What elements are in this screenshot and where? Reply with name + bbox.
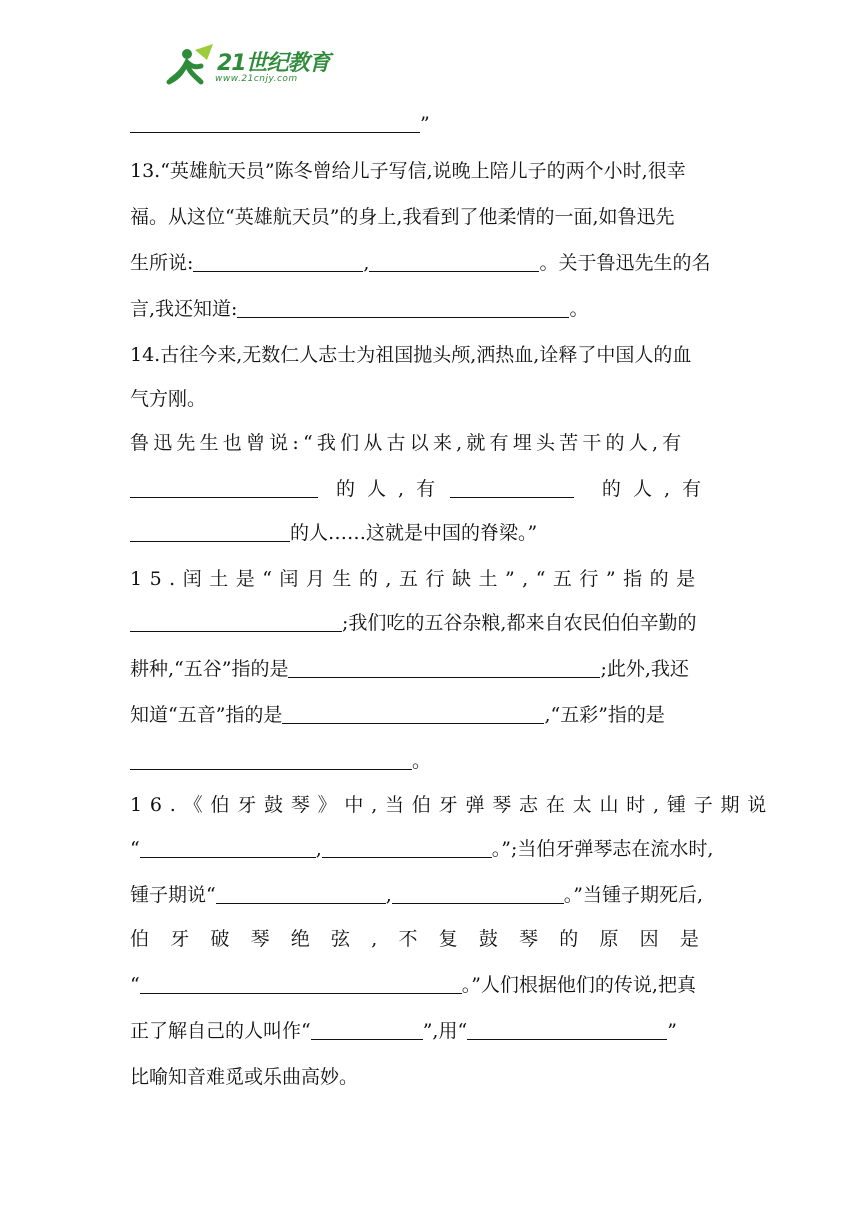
blank[interactable] [130,110,420,133]
blank[interactable] [311,1017,423,1040]
q14-line-5: 的人……这就是中国的脊梁。” [130,519,537,547]
q16-line-7: 比喻知音难觅或乐曲高妙。 [130,1066,359,1088]
q15-line-1: 15.闰土是“闰月生的,五行缺土”,“五行”指的是 [130,568,703,590]
q15-line-3: 耕种,“五谷”指的是 ;此外,我还 [130,655,689,683]
q13-line-4: 言,我还知道: 。 [130,295,588,323]
blank[interactable] [467,1017,667,1040]
q15-line-5: 。 [130,747,431,775]
blank[interactable] [130,609,342,632]
q16-line-2: “ , 。”;当伯牙弹琴志在流水时, [130,835,713,863]
logo-brand: 21世纪教育 [217,51,330,76]
blank[interactable] [130,519,290,542]
q14-line-4: 的 人 , 有 的 人 , 有 [130,475,704,503]
blank[interactable] [392,881,564,904]
q14-line-2: 气方刚。 [130,388,207,410]
q15-line-2: ;我们吃的五谷杂粮,都来自农民伯伯辛勤的 [130,609,696,637]
q13-line-2: 福。从这位“英雄航天员”的身上,我看到了他柔情的一面,如鲁迅先 [130,206,675,228]
blank[interactable] [216,881,386,904]
blank[interactable] [369,249,539,272]
blank[interactable] [140,835,316,858]
q14-line-3: 鲁迅先生也曾说:“我们从古以来,就有埋头苦干的人,有 [130,432,686,454]
blank[interactable] [140,971,462,994]
q16-line-4: 伯牙破琴绝弦,不复鼓琴的原因是 [130,928,721,950]
blank[interactable] [130,747,412,770]
q15-line-4: 知道“五音”指的是 ,“五彩”指的是 [130,701,665,729]
q16-line-5: “ 。”人们根据他们的传说,把真 [130,971,696,999]
runner-logo-icon [165,40,215,92]
blank[interactable] [237,295,569,318]
blank[interactable] [288,655,600,678]
logo [165,40,345,92]
logo-url: www.21cnjy.com [215,74,298,84]
q16-line-1: 16.《伯牙鼓琴》中,当伯牙弹琴志在太山时,锺子期说 [130,794,775,816]
q16-line-3: 锺子期说“ , 。”当锺子期死后, [130,881,703,909]
q14-line-1: 14.古往今来,无数仁人志士为祖国抛头颅,洒热血,诠释了中国人的血 [130,344,692,366]
line-0: ” [130,110,430,138]
q13-line-3: 生所说: , 。关于鲁迅先生的名 [130,249,710,277]
blank[interactable] [450,475,574,498]
q16-line-6: 正了解自己的人叫作“ ”,用“ ” [130,1017,677,1045]
q13-line-1: 13.“英雄航天员”陈冬曾给儿子写信,说晚上陪儿子的两个小时,很幸 [130,160,686,182]
blank[interactable] [130,475,318,498]
blank[interactable] [282,701,544,724]
blank[interactable] [322,835,492,858]
blank[interactable] [193,249,363,272]
